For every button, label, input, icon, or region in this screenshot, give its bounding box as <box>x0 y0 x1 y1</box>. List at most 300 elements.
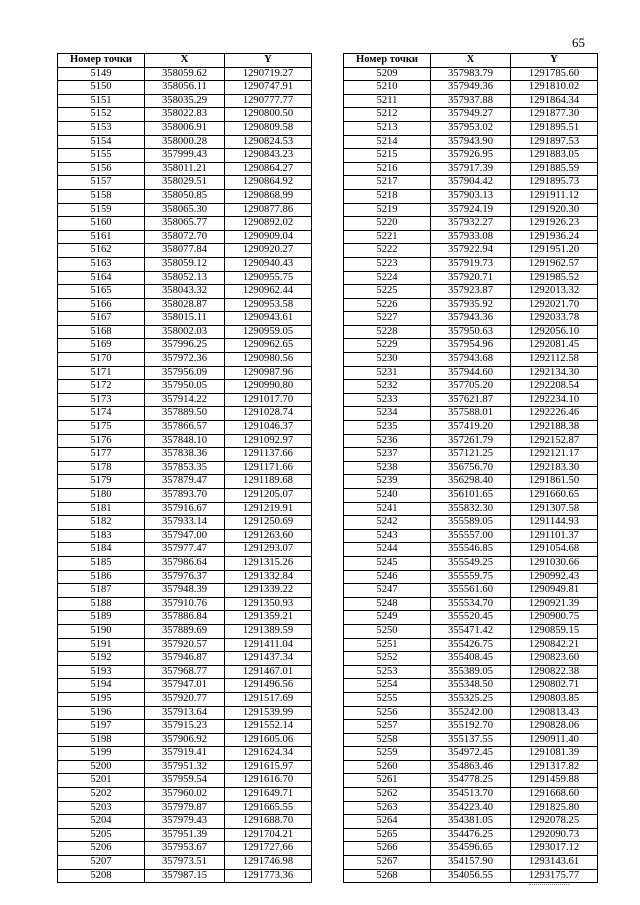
cell-point-number: 5260 <box>344 760 431 774</box>
cell-x: 357933.08 <box>431 230 511 244</box>
cell-y: 1291951.20 <box>511 244 598 258</box>
cell-point-number: 5170 <box>58 353 145 367</box>
cell-point-number: 5239 <box>344 475 431 489</box>
cell-y: 1290802.71 <box>511 679 598 693</box>
table-row <box>58 842 312 856</box>
table-row <box>344 393 598 407</box>
coordinates-table-left <box>57 53 312 883</box>
cell-x: 357937.88 <box>431 94 511 108</box>
cell-point-number: 5164 <box>58 271 145 285</box>
table-row <box>344 312 598 326</box>
cell-point-number: 5200 <box>58 760 145 774</box>
cell-y: 1291605.06 <box>225 733 312 747</box>
cell-y: 1291092.97 <box>225 434 312 448</box>
cell-x: 357948.39 <box>145 584 225 598</box>
cell-x: 357933.14 <box>145 516 225 530</box>
cell-point-number: 5158 <box>58 189 145 203</box>
cell-point-number: 5233 <box>344 393 431 407</box>
cell-y: 1291028.74 <box>225 407 312 421</box>
table-row <box>344 611 598 625</box>
cell-y: 1290920.27 <box>225 244 312 258</box>
cell-x: 357893.70 <box>145 489 225 503</box>
cell-x: 357588.01 <box>431 407 511 421</box>
column-header-point-number: Номер точки <box>58 54 145 68</box>
cell-x: 358002.03 <box>145 325 225 339</box>
cell-x: 357946.87 <box>145 652 225 666</box>
cell-y: 1291861.50 <box>511 475 598 489</box>
table-row <box>58 747 312 761</box>
table-row <box>58 529 312 543</box>
table-row <box>58 869 312 883</box>
cell-y: 1290959.05 <box>225 325 312 339</box>
cell-x: 357920.71 <box>431 271 511 285</box>
table-row <box>344 176 598 190</box>
cell-point-number: 5184 <box>58 543 145 557</box>
cell-x: 358050.85 <box>145 189 225 203</box>
column-header-y: Y <box>225 54 312 68</box>
cell-x: 358006.91 <box>145 121 225 135</box>
cell-y: 1291467.01 <box>225 665 312 679</box>
cell-point-number: 5223 <box>344 257 431 271</box>
table-row <box>344 461 598 475</box>
cell-y: 1291307.58 <box>511 502 598 516</box>
cell-y: 1290949.81 <box>511 584 598 598</box>
cell-x: 357853.35 <box>145 461 225 475</box>
cell-y: 1291339.22 <box>225 584 312 598</box>
table-row <box>344 856 598 870</box>
cell-x: 354778.25 <box>431 774 511 788</box>
cell-x: 357903.13 <box>431 189 511 203</box>
cell-point-number: 5253 <box>344 665 431 679</box>
cell-y: 1291665.55 <box>225 801 312 815</box>
cell-x: 357121.25 <box>431 448 511 462</box>
table-row <box>344 380 598 394</box>
table-row <box>344 121 598 135</box>
cell-y: 1292121.17 <box>511 448 598 462</box>
cell-point-number: 5214 <box>344 135 431 149</box>
table-row <box>58 244 312 258</box>
cell-x: 354596.65 <box>431 842 511 856</box>
table-row <box>344 353 598 367</box>
table-row <box>58 339 312 353</box>
cell-y: 1290719.27 <box>225 67 312 81</box>
cell-y: 1290940.43 <box>225 257 312 271</box>
cell-point-number: 5181 <box>58 502 145 516</box>
cell-point-number: 5191 <box>58 638 145 652</box>
cell-point-number: 5202 <box>58 788 145 802</box>
cell-y: 1291785.60 <box>511 67 598 81</box>
cell-y: 1291137.66 <box>225 448 312 462</box>
table-row <box>58 353 312 367</box>
cell-point-number: 5192 <box>58 652 145 666</box>
table-row <box>344 652 598 666</box>
cell-point-number: 5153 <box>58 121 145 135</box>
cell-point-number: 5169 <box>58 339 145 353</box>
table-header-row <box>344 54 598 68</box>
cell-y: 1291660.65 <box>511 489 598 503</box>
cell-x: 357979.43 <box>145 815 225 829</box>
cell-y: 1291615.97 <box>225 760 312 774</box>
cell-y: 1290980.56 <box>225 353 312 367</box>
cell-x: 356101.65 <box>431 489 511 503</box>
cell-point-number: 5183 <box>58 529 145 543</box>
cell-x: 355348.50 <box>431 679 511 693</box>
cell-y: 1292152.87 <box>511 434 598 448</box>
cell-x: 355426.75 <box>431 638 511 652</box>
cell-point-number: 5160 <box>58 217 145 231</box>
cell-x: 357848.10 <box>145 434 225 448</box>
cell-point-number: 5238 <box>344 461 431 475</box>
cell-x: 358077.84 <box>145 244 225 258</box>
table-row <box>58 856 312 870</box>
table-row <box>58 760 312 774</box>
cell-x: 357951.32 <box>145 760 225 774</box>
cell-point-number: 5198 <box>58 733 145 747</box>
table-row <box>58 801 312 815</box>
cell-point-number: 5247 <box>344 584 431 598</box>
cell-y: 1291017.70 <box>225 393 312 407</box>
cell-x: 358052.13 <box>145 271 225 285</box>
cell-x: 357866.57 <box>145 421 225 435</box>
cell-y: 1291205.07 <box>225 489 312 503</box>
cell-y: 1291144.93 <box>511 516 598 530</box>
cell-y: 1291293.07 <box>225 543 312 557</box>
cell-y: 1291250.69 <box>225 516 312 530</box>
cell-y: 1291350.93 <box>225 597 312 611</box>
table-row <box>344 543 598 557</box>
cell-y: 1291885.59 <box>511 162 598 176</box>
cell-point-number: 5229 <box>344 339 431 353</box>
table-row <box>344 747 598 761</box>
table-row <box>58 271 312 285</box>
cell-x: 357954.96 <box>431 339 511 353</box>
cell-y: 1290943.61 <box>225 312 312 326</box>
cell-x: 357889.50 <box>145 407 225 421</box>
table-row <box>58 108 312 122</box>
cell-point-number: 5189 <box>58 611 145 625</box>
cell-x: 357949.27 <box>431 108 511 122</box>
table-row <box>58 407 312 421</box>
table-row <box>344 570 598 584</box>
cell-point-number: 5179 <box>58 475 145 489</box>
cell-y: 1290900.75 <box>511 611 598 625</box>
cell-y: 1290962.44 <box>225 285 312 299</box>
table-row <box>58 67 312 81</box>
cell-point-number: 5215 <box>344 149 431 163</box>
cell-point-number: 5190 <box>58 624 145 638</box>
cell-point-number: 5187 <box>58 584 145 598</box>
cell-y: 1291926.23 <box>511 217 598 231</box>
cell-y: 1291897.53 <box>511 135 598 149</box>
cell-point-number: 5263 <box>344 801 431 815</box>
cell-point-number: 5188 <box>58 597 145 611</box>
cell-point-number: 5194 <box>58 679 145 693</box>
table-row <box>58 733 312 747</box>
table-row <box>344 516 598 530</box>
cell-y: 1290868.99 <box>225 189 312 203</box>
cell-x: 355557.00 <box>431 529 511 543</box>
table-row <box>58 461 312 475</box>
table-body-left <box>58 67 312 883</box>
table-row <box>344 842 598 856</box>
cell-point-number: 5203 <box>58 801 145 815</box>
cell-x: 357919.73 <box>431 257 511 271</box>
table-row <box>344 434 598 448</box>
cell-x: 357987.15 <box>145 869 225 883</box>
cell-point-number: 5155 <box>58 149 145 163</box>
table-row <box>58 584 312 598</box>
table-row <box>344 448 598 462</box>
cell-point-number: 5185 <box>58 556 145 570</box>
cell-x: 358035.29 <box>145 94 225 108</box>
cell-x: 354972.45 <box>431 747 511 761</box>
cell-x: 358059.62 <box>145 67 225 81</box>
cell-x: 357986.64 <box>145 556 225 570</box>
cell-x: 357419.20 <box>431 421 511 435</box>
table-row <box>344 203 598 217</box>
cell-x: 357968.77 <box>145 665 225 679</box>
column-header-x: X <box>145 54 225 68</box>
table-row <box>344 679 598 693</box>
cell-y: 1291081.39 <box>511 747 598 761</box>
cell-y: 1290962.65 <box>225 339 312 353</box>
cell-y: 1290921.39 <box>511 597 598 611</box>
cell-point-number: 5175 <box>58 421 145 435</box>
cell-y: 1292056.10 <box>511 325 598 339</box>
cell-x: 358022.83 <box>145 108 225 122</box>
cell-point-number: 5211 <box>344 94 431 108</box>
table-row <box>58 257 312 271</box>
cell-point-number: 5224 <box>344 271 431 285</box>
table-row <box>344 624 598 638</box>
cell-y: 1290909.04 <box>225 230 312 244</box>
cell-point-number: 5230 <box>344 353 431 367</box>
table-row <box>58 692 312 706</box>
table-row <box>58 380 312 394</box>
table-row <box>344 774 598 788</box>
cell-point-number: 5261 <box>344 774 431 788</box>
cell-y: 1291877.30 <box>511 108 598 122</box>
cell-y: 1290990.80 <box>225 380 312 394</box>
cell-point-number: 5240 <box>344 489 431 503</box>
cell-point-number: 5152 <box>58 108 145 122</box>
cell-point-number: 5174 <box>58 407 145 421</box>
cell-y: 1290987.96 <box>225 366 312 380</box>
table-row <box>58 121 312 135</box>
table-row <box>344 94 598 108</box>
cell-point-number: 5249 <box>344 611 431 625</box>
table-row <box>344 502 598 516</box>
cell-y: 1290822.38 <box>511 665 598 679</box>
cell-point-number: 5219 <box>344 203 431 217</box>
table-body-right <box>344 67 598 883</box>
cell-x: 357838.36 <box>145 448 225 462</box>
cell-y: 1291668.60 <box>511 788 598 802</box>
cell-y: 1290824.53 <box>225 135 312 149</box>
cell-x: 357976.37 <box>145 570 225 584</box>
cell-y: 1291883.05 <box>511 149 598 163</box>
cell-y: 1290859.15 <box>511 624 598 638</box>
cell-point-number: 5182 <box>58 516 145 530</box>
cell-y: 1291332.84 <box>225 570 312 584</box>
cell-point-number: 5218 <box>344 189 431 203</box>
table-row <box>344 665 598 679</box>
table-row <box>58 162 312 176</box>
cell-y: 1291746.98 <box>225 856 312 870</box>
cell-y: 1290809.58 <box>225 121 312 135</box>
cell-y: 1293143.61 <box>511 856 598 870</box>
cell-x: 357943.68 <box>431 353 511 367</box>
cell-x: 358059.12 <box>145 257 225 271</box>
cell-point-number: 5251 <box>344 638 431 652</box>
cell-point-number: 5216 <box>344 162 431 176</box>
cell-point-number: 5225 <box>344 285 431 299</box>
cell-x: 358065.77 <box>145 217 225 231</box>
cell-point-number: 5246 <box>344 570 431 584</box>
cell-point-number: 5210 <box>344 81 431 95</box>
cell-x: 357950.63 <box>431 325 511 339</box>
cell-y: 1291911.12 <box>511 189 598 203</box>
cell-point-number: 5243 <box>344 529 431 543</box>
table-row <box>344 189 598 203</box>
cell-x: 355549.25 <box>431 556 511 570</box>
cell-point-number: 5265 <box>344 828 431 842</box>
cell-x: 357951.39 <box>145 828 225 842</box>
cell-x: 355137.55 <box>431 733 511 747</box>
cell-y: 1291727.66 <box>225 842 312 856</box>
cell-y: 1291539.99 <box>225 706 312 720</box>
cell-x: 357953.67 <box>145 842 225 856</box>
cell-y: 1292112.58 <box>511 353 598 367</box>
table-row <box>58 393 312 407</box>
cell-x: 357926.95 <box>431 149 511 163</box>
cell-x: 357923.87 <box>431 285 511 299</box>
cell-x: 357996.25 <box>145 339 225 353</box>
cell-x: 357947.01 <box>145 679 225 693</box>
table-row <box>58 611 312 625</box>
table-row <box>58 366 312 380</box>
cell-x: 357910.76 <box>145 597 225 611</box>
cell-y: 1291437.34 <box>225 652 312 666</box>
cell-point-number: 5209 <box>344 67 431 81</box>
cell-y: 1291649.71 <box>225 788 312 802</box>
table-row <box>344 149 598 163</box>
table-row <box>344 556 598 570</box>
cell-y: 1292033.78 <box>511 312 598 326</box>
cell-x: 357944.60 <box>431 366 511 380</box>
cell-x: 357889.69 <box>145 624 225 638</box>
cell-y: 1293175.77 <box>511 869 598 883</box>
cell-point-number: 5171 <box>58 366 145 380</box>
cell-x: 357950.05 <box>145 380 225 394</box>
table-row <box>344 230 598 244</box>
cell-y: 1292081.45 <box>511 339 598 353</box>
table-header-row <box>58 54 312 68</box>
cell-y: 1291864.34 <box>511 94 598 108</box>
cell-point-number: 5178 <box>58 461 145 475</box>
cell-point-number: 5156 <box>58 162 145 176</box>
cell-x: 357972.36 <box>145 353 225 367</box>
cell-point-number: 5157 <box>58 176 145 190</box>
cell-point-number: 5244 <box>344 543 431 557</box>
cell-y: 1291046.37 <box>225 421 312 435</box>
cell-y: 1292013.32 <box>511 285 598 299</box>
table-row <box>58 189 312 203</box>
table-row <box>58 176 312 190</box>
cell-x: 357621.87 <box>431 393 511 407</box>
cell-y: 1291825.80 <box>511 801 598 815</box>
cell-point-number: 5258 <box>344 733 431 747</box>
table-row <box>344 597 598 611</box>
cell-point-number: 5167 <box>58 312 145 326</box>
page-number: 65 <box>572 35 585 50</box>
cell-x: 357924.19 <box>431 203 511 217</box>
table-row <box>344 339 598 353</box>
cell-x: 357919.41 <box>145 747 225 761</box>
cell-x: 357906.92 <box>145 733 225 747</box>
table-row <box>344 257 598 271</box>
cell-point-number: 5231 <box>344 366 431 380</box>
cell-x: 357922.94 <box>431 244 511 258</box>
table-row <box>58 217 312 231</box>
cell-point-number: 5248 <box>344 597 431 611</box>
table-row <box>58 489 312 503</box>
cell-point-number: 5221 <box>344 230 431 244</box>
cell-y: 1291219.91 <box>225 502 312 516</box>
table-row <box>344 285 598 299</box>
cell-y: 1291688.70 <box>225 815 312 829</box>
cell-x: 355520.45 <box>431 611 511 625</box>
table-row <box>344 529 598 543</box>
table-row <box>58 638 312 652</box>
table-row <box>58 828 312 842</box>
cell-point-number: 5208 <box>58 869 145 883</box>
cell-y: 1291616.70 <box>225 774 312 788</box>
cell-x: 358011.21 <box>145 162 225 176</box>
cell-point-number: 5162 <box>58 244 145 258</box>
table-row <box>344 81 598 95</box>
table-row <box>58 706 312 720</box>
cell-point-number: 5250 <box>344 624 431 638</box>
page-bottom-dotted-mark <box>529 884 569 885</box>
cell-x: 357977.47 <box>145 543 225 557</box>
cell-y: 1291936.24 <box>511 230 598 244</box>
table-row <box>58 230 312 244</box>
cell-point-number: 5207 <box>58 856 145 870</box>
table-row <box>58 679 312 693</box>
cell-x: 357916.67 <box>145 502 225 516</box>
table-row <box>344 584 598 598</box>
cell-y: 1291496.56 <box>225 679 312 693</box>
cell-y: 1292188.38 <box>511 421 598 435</box>
cell-y: 1290955.75 <box>225 271 312 285</box>
cell-point-number: 5262 <box>344 788 431 802</box>
cell-x: 357920.57 <box>145 638 225 652</box>
cell-y: 1290828.06 <box>511 720 598 734</box>
cell-point-number: 5212 <box>344 108 431 122</box>
cell-x: 358065.30 <box>145 203 225 217</box>
cell-x: 357904.42 <box>431 176 511 190</box>
cell-y: 1291517.69 <box>225 692 312 706</box>
cell-x: 354863.46 <box>431 760 511 774</box>
cell-point-number: 5205 <box>58 828 145 842</box>
cell-x: 357915.23 <box>145 720 225 734</box>
table-row <box>344 692 598 706</box>
cell-y: 1291773.36 <box>225 869 312 883</box>
table-row <box>344 788 598 802</box>
cell-point-number: 5266 <box>344 842 431 856</box>
cell-x: 355534.70 <box>431 597 511 611</box>
